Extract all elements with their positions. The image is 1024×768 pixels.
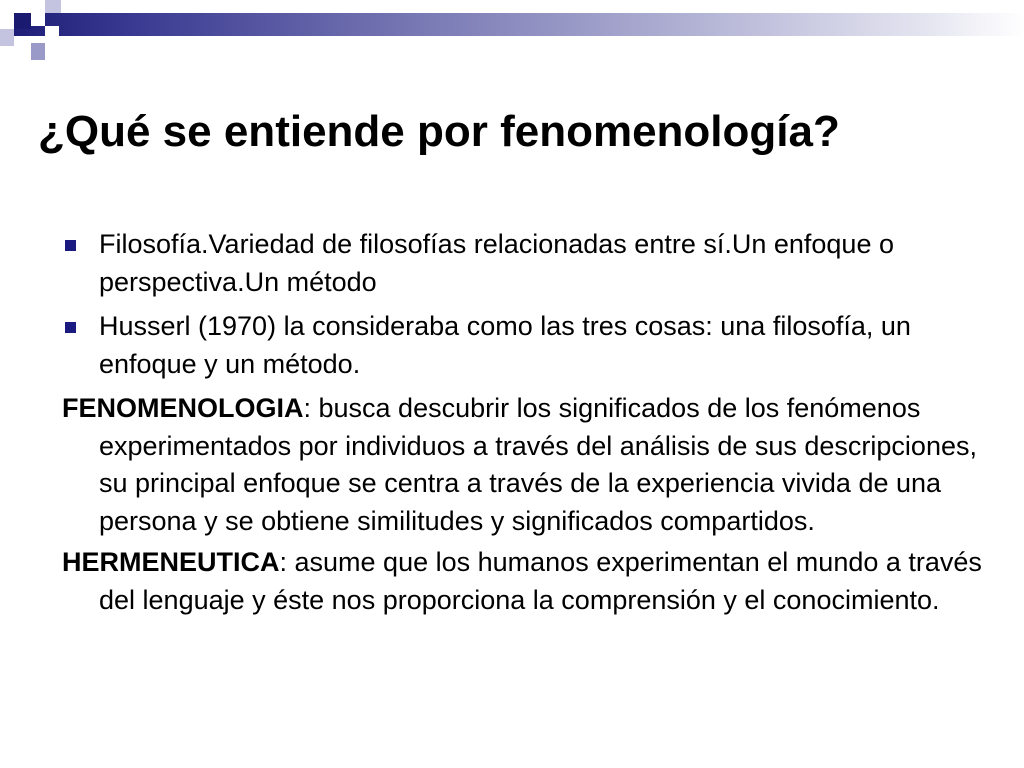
bullet-text: Filosofía.Variedad de filosofías relacionadas entre sí.Un enfoque o perspectiva.Un método [99, 229, 894, 297]
definition-text: : asume que los humanos experimentan el mundo a través del lenguaje y éste nos proporciona la comprensión y el conocimiento. [99, 547, 982, 615]
decorative-square-white [45, 26, 59, 36]
definition-hermeneutica [62, 544, 992, 619]
bullet-text: Husserl (1970) la consideraba como las tres cosas: una filosofía, un enfoque y un método. [99, 311, 911, 379]
square-bullet-icon [65, 322, 76, 333]
definition-term: HERMENEUTICA [62, 547, 280, 577]
definition-term: FENOMENOLOGIA [62, 393, 304, 423]
definition-fenomenologia [62, 390, 992, 540]
slide-body [62, 226, 992, 623]
decorative-square-white [31, 13, 45, 26]
decorative-square-light [45, 0, 61, 13]
square-bullet-icon [65, 240, 76, 251]
header-gradient-band [14, 13, 1024, 36]
decorative-square-mid [31, 43, 45, 60]
bullet-item [62, 226, 992, 301]
decorative-square-light [0, 29, 14, 46]
definition-text: : busca descubrir los significados de los fenómenos experimentados por individuos a través del análisis de sus descripciones, su principal enfoque se centra a través de la experiencia vivida de una persona y se obtiene similitudes y significados compartidos. [99, 393, 977, 536]
slide-title: ¿Qué se entiende por fenomenología? [38, 107, 840, 156]
decorative-square-navy [14, 13, 31, 29]
bullet-item [62, 308, 992, 383]
